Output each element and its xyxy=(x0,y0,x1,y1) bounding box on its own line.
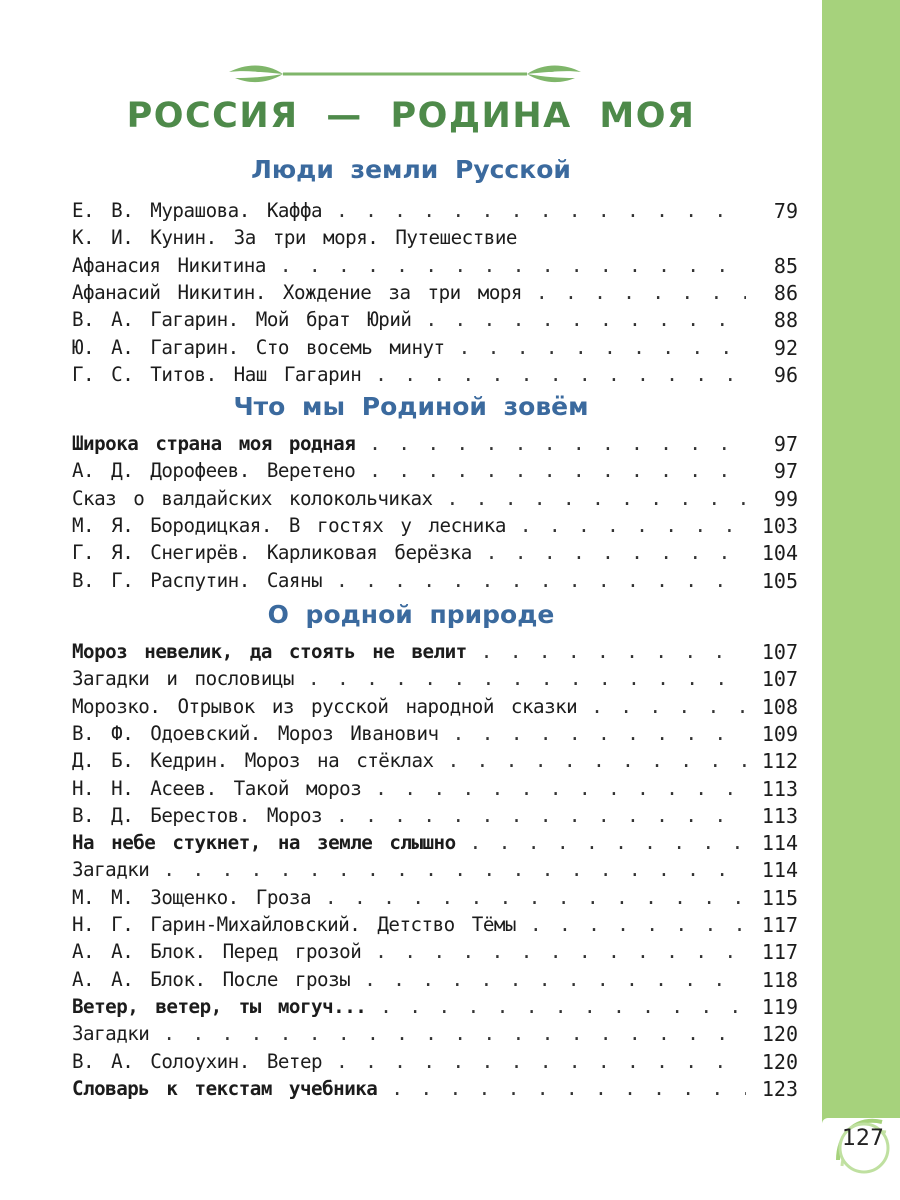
toc-entry-page: 119 xyxy=(761,994,798,1019)
toc-entry-page: 123 xyxy=(761,1076,798,1101)
dot-leader xyxy=(530,913,746,937)
toc-entry[interactable] xyxy=(72,429,798,456)
toc-entry-title: Г. С. Титов. Наш Гагарин xyxy=(72,362,362,386)
toc-entry-page: 112 xyxy=(761,749,798,774)
toc-entry-title: А. Д. Дорофеев. Веретено xyxy=(72,459,356,483)
dot-leader xyxy=(336,804,746,828)
toc-entry-title: Словарь к текстам учебника xyxy=(72,1076,378,1100)
toc-entry[interactable] xyxy=(72,484,798,511)
dot-leader xyxy=(448,749,746,773)
toc-entry-title: В. Д. Берестов. Мороз xyxy=(72,803,323,827)
toc-entry-title: Афанасий Никитин. Хождение за три моря xyxy=(72,280,522,304)
toc-entry-title: А. А. Блок. После грозы xyxy=(72,967,351,991)
dot-leader xyxy=(453,722,746,746)
toc-entry[interactable] xyxy=(72,883,798,910)
main-title: РОССИЯ — РОДИНА МОЯ xyxy=(126,96,696,136)
toc-entry-title: Н. Н. Асеев. Такой мороз xyxy=(72,776,362,800)
side-color-band xyxy=(822,0,900,1200)
toc-entry[interactable] xyxy=(72,937,798,964)
toc-entry[interactable] xyxy=(72,251,798,278)
toc-entry-page: 107 xyxy=(761,640,798,664)
dot-leader xyxy=(375,940,746,964)
toc-entry-title: Сказ о валдайских колокольчиках xyxy=(72,486,433,510)
toc-entry[interactable] xyxy=(72,360,798,387)
dot-leader xyxy=(280,254,746,278)
toc-entry-title: Ю. А. Гагарин. Сто восемь минут xyxy=(72,335,445,359)
dot-leader xyxy=(447,487,746,511)
toc-entry[interactable] xyxy=(72,223,798,250)
toc-entry-page: 104 xyxy=(761,541,798,566)
toc-entry[interactable] xyxy=(72,774,798,801)
toc-entry-title: Ветер, ветер, ты могуч... xyxy=(72,994,367,1018)
toc-entry-page: 105 xyxy=(761,568,798,593)
dot-leader xyxy=(375,777,746,801)
toc-entry[interactable] xyxy=(72,637,798,664)
toc-entry-title: Н. Г. Гарин-Михайловский. Детство Тёмы xyxy=(72,913,516,936)
toc-entry-page: 120 xyxy=(761,1022,798,1047)
toc-entry-page: 97 xyxy=(773,459,798,484)
toc-entry-title: А. А. Блок. Перед грозой xyxy=(72,940,362,964)
toc-entry-title: Д. Б. Кедрин. Мороз на стёклах xyxy=(72,749,434,773)
dot-leader xyxy=(336,199,746,223)
dot-leader xyxy=(470,831,746,855)
toc-entry[interactable] xyxy=(72,855,798,882)
ornament-divider xyxy=(225,60,585,88)
section-title: О родной природе xyxy=(267,600,555,629)
toc-entry-title: Загадки xyxy=(72,858,150,882)
toc-entry-title: Морозко. Отрывок из русской народной сказки xyxy=(72,694,578,718)
dot-leader xyxy=(325,886,746,910)
dot-leader xyxy=(163,1022,746,1046)
dot-leader xyxy=(336,569,746,593)
toc-entry-title: В. А. Гагарин. Мой брат Юрий xyxy=(72,308,412,332)
toc-entry[interactable] xyxy=(72,1019,798,1046)
toc-entry-page: 118 xyxy=(761,967,798,992)
dot-leader xyxy=(520,514,746,538)
dot-leader xyxy=(591,695,746,719)
dot-leader xyxy=(486,541,746,565)
dot-leader xyxy=(375,363,746,387)
toc-entry-page: 79 xyxy=(773,199,798,223)
toc-entry[interactable] xyxy=(72,992,798,1019)
toc-entry-title: Широка страна моя родная xyxy=(72,432,356,455)
dot-leader xyxy=(481,640,746,664)
toc-entry-title: На небе стукнет, на земле слышно xyxy=(72,831,456,855)
dot-leader xyxy=(336,1050,746,1074)
toc-entry[interactable] xyxy=(72,719,798,746)
toc-entry-title: В. А. Солоухин. Ветер xyxy=(72,1049,323,1073)
toc-entry-title: Е. В. Мурашова. Каффа xyxy=(72,199,323,222)
dot-leader xyxy=(425,308,746,332)
toc-entry-page: 113 xyxy=(761,776,798,801)
toc-entry[interactable] xyxy=(72,664,798,691)
toc-entry[interactable] xyxy=(72,566,798,593)
toc-entry-page: 92 xyxy=(773,335,798,360)
toc-entry-title: Загадки и пословицы xyxy=(72,667,294,691)
toc-entry[interactable] xyxy=(72,511,798,538)
toc-entry-page: 97 xyxy=(773,432,798,456)
dot-leader xyxy=(369,432,746,456)
toc-entry[interactable] xyxy=(72,1074,798,1101)
toc-entry[interactable] xyxy=(72,456,798,483)
toc-entry-title: Г. Я. Снегирёв. Карликовая берёзка xyxy=(72,541,472,565)
toc-entry[interactable] xyxy=(72,333,798,360)
dot-leader xyxy=(536,281,746,305)
page-number: 127 xyxy=(842,1126,884,1151)
toc-entry[interactable] xyxy=(72,965,798,992)
section-title: Что мы Родиной зовём xyxy=(233,392,589,421)
toc-entry-page: 117 xyxy=(761,913,798,937)
toc-entry-page: 113 xyxy=(761,803,798,828)
toc-entry[interactable] xyxy=(72,801,798,828)
toc-entry-page: 96 xyxy=(773,362,798,387)
dot-leader xyxy=(391,1077,746,1101)
toc-entry[interactable] xyxy=(72,910,798,937)
dot-leader xyxy=(369,459,746,483)
toc-entry-page: 85 xyxy=(773,253,798,278)
toc-entry-title: В. Ф. Одоевский. Мороз Иванович xyxy=(72,721,439,745)
dot-leader xyxy=(364,968,746,992)
toc-entry-title: М. М. Зощенко. Гроза xyxy=(72,885,312,909)
toc-entry[interactable] xyxy=(72,278,798,305)
toc-entry-page: 86 xyxy=(773,280,798,305)
toc-entry-page: 115 xyxy=(761,885,798,910)
section-title: Люди земли Русской xyxy=(251,155,571,184)
toc-entry[interactable] xyxy=(72,305,798,332)
toc-entry[interactable] xyxy=(72,828,798,855)
toc-entry-title: Афанасия Никитина xyxy=(72,253,266,277)
toc-entry-title: В. Г. Распутин. Саяны xyxy=(72,568,323,592)
toc-entry-title: К. И. Кунин. За три моря. Путешествие xyxy=(72,226,517,250)
toc-entry-title: Загадки xyxy=(72,1022,150,1046)
toc-entry[interactable] xyxy=(72,1047,798,1074)
toc-entry[interactable] xyxy=(72,196,798,223)
toc-entry-page: 108 xyxy=(761,694,798,719)
toc-entry[interactable] xyxy=(72,746,798,773)
toc-entry-page: 120 xyxy=(761,1049,798,1074)
dot-leader xyxy=(380,995,746,1019)
toc-entry-page: 114 xyxy=(761,831,798,856)
toc-entry-page: 99 xyxy=(773,486,798,511)
dot-leader xyxy=(459,336,746,360)
toc-entry[interactable] xyxy=(72,538,798,565)
toc-entry-page: 103 xyxy=(761,513,798,538)
toc-entry-page: 109 xyxy=(761,721,798,746)
toc-entry[interactable] xyxy=(72,692,798,719)
dot-leader xyxy=(163,858,746,882)
toc-entry-page: 107 xyxy=(761,667,798,692)
toc-entry-title: Мороз невелик, да стоять не велит xyxy=(72,640,467,663)
toc-entry-page: 88 xyxy=(773,308,798,333)
toc-entry-page: 117 xyxy=(761,940,798,965)
dot-leader xyxy=(308,667,746,691)
toc-entry-title: М. Я. Бородицкая. В гостях у лесника xyxy=(72,513,506,537)
toc-entry-page: 114 xyxy=(761,858,798,883)
